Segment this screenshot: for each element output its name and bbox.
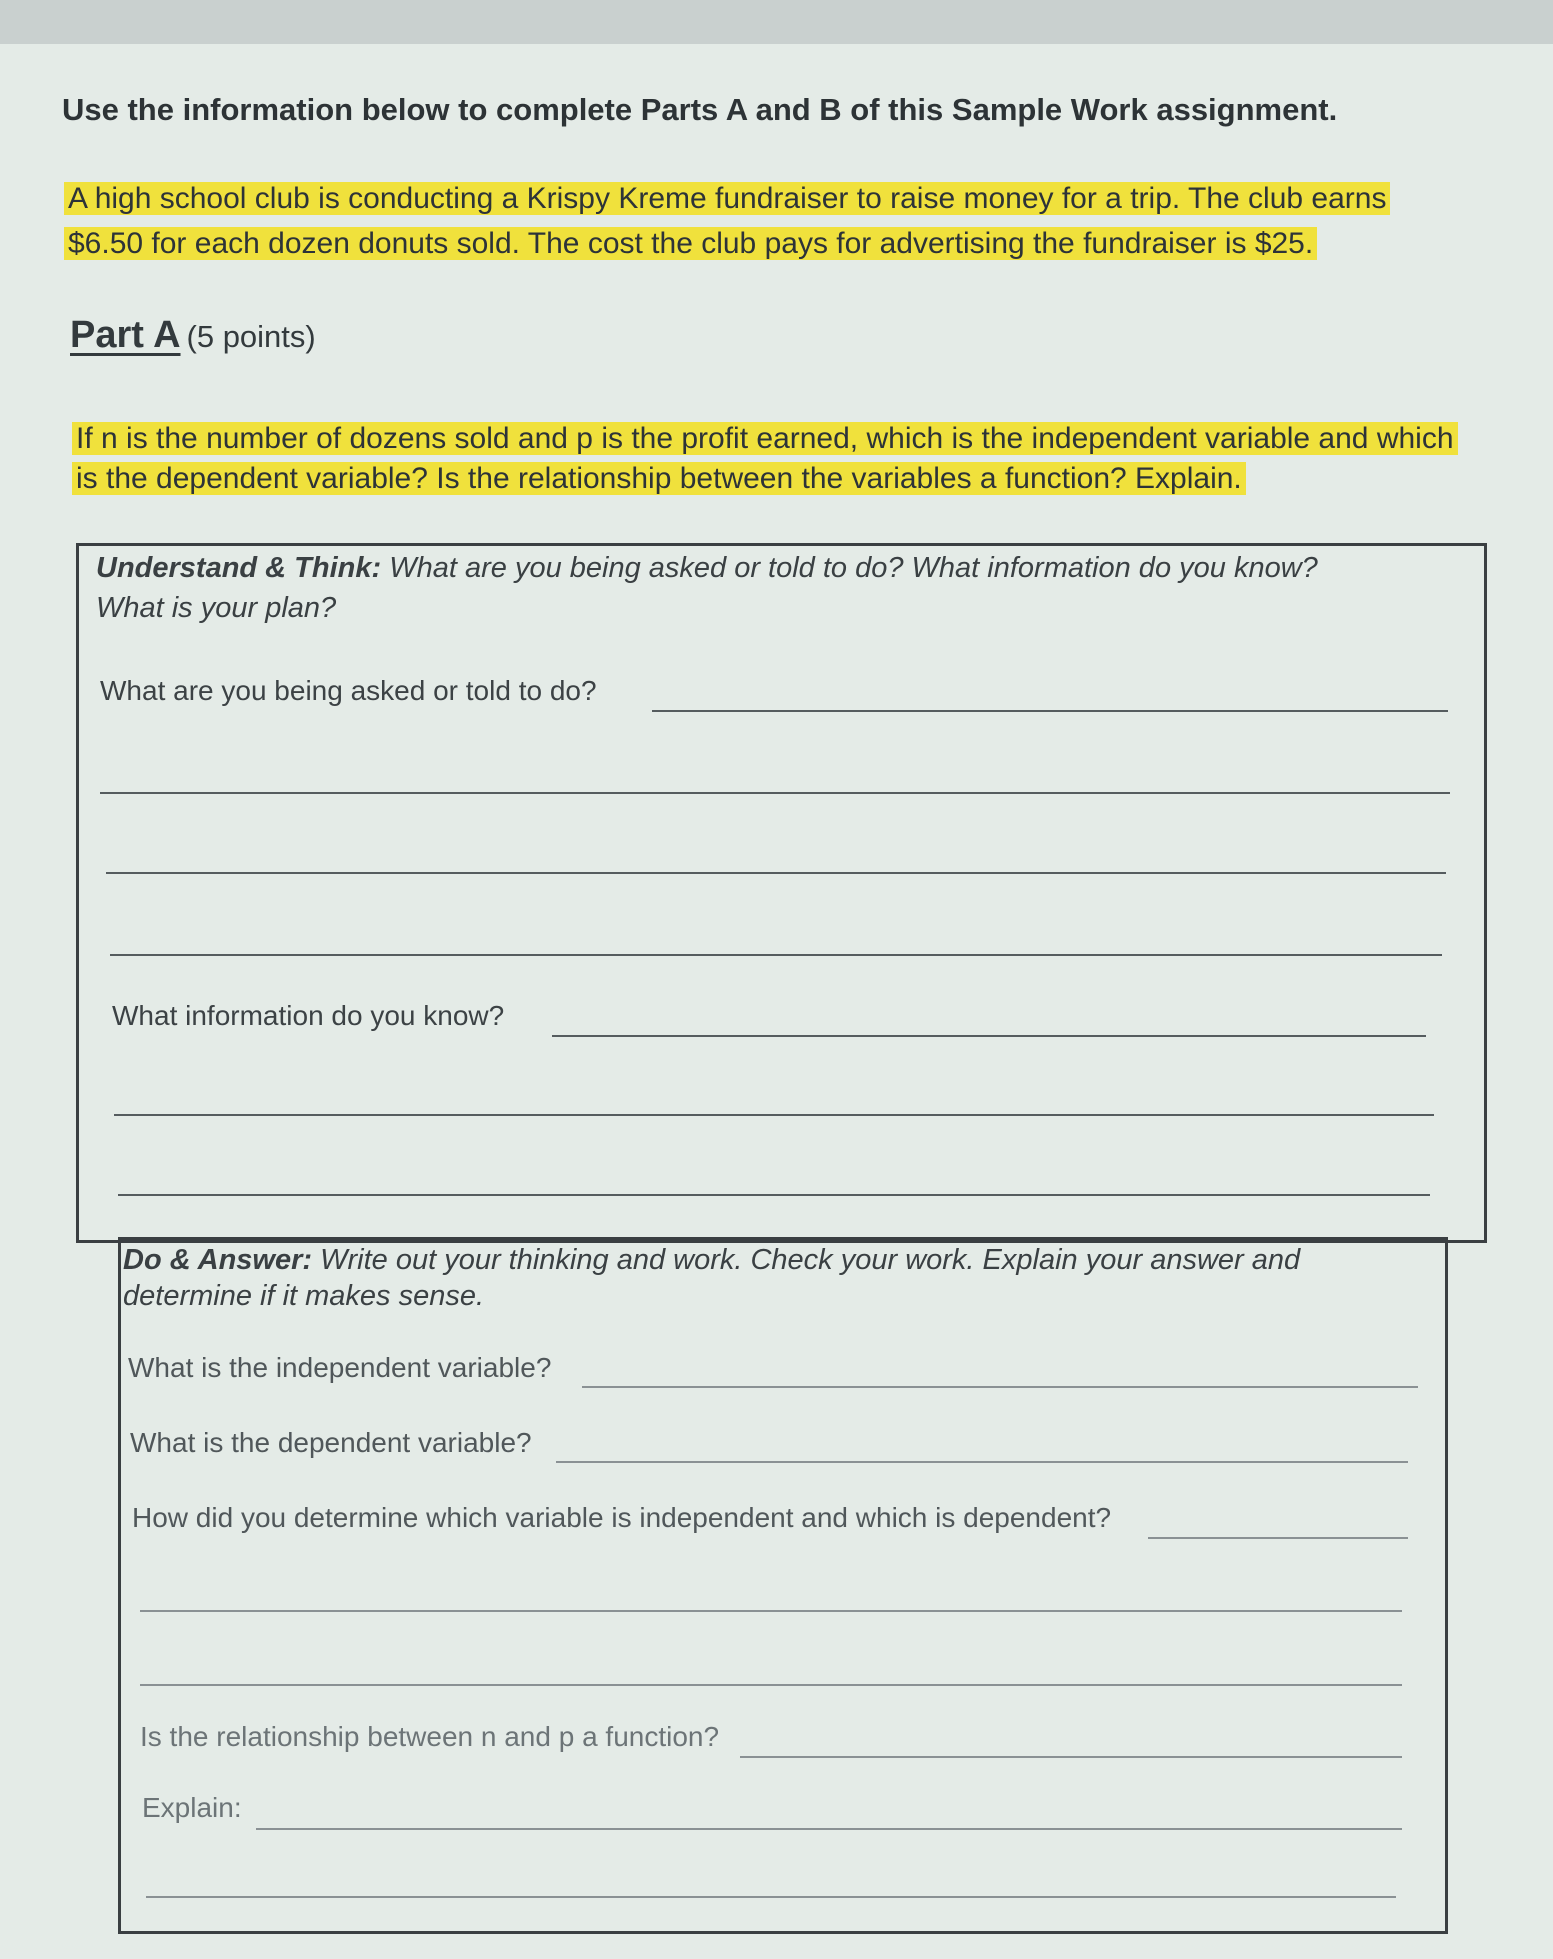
answer-heading-text: Write out your thinking and work. Check your work. Explain your answer and [312, 1244, 1301, 1276]
answer-heading-line-2: determine if it makes sense. [123, 1280, 485, 1312]
answer-line-asked-3[interactable] [106, 872, 1446, 874]
prompt-asked: What are you being asked or told to do? [100, 675, 597, 706]
answer-line-explain[interactable] [256, 1828, 1402, 1830]
part-a-question-line-2 [72, 459, 1246, 499]
scenario-text-line-2 [64, 224, 1317, 264]
scenario-highlight-1: A high school club is conducting a Krispy Kreme fundraiser to raise money for a trip. The club earns [64, 182, 1390, 215]
page-top-edge [0, 0, 1553, 46]
prompt-independent: What is the independent variable? [128, 1352, 552, 1383]
part-a-heading [70, 314, 316, 357]
understand-heading [96, 548, 1318, 588]
prompt-info: What information do you know? [112, 1000, 505, 1031]
answer-line-how-3[interactable] [140, 1684, 1402, 1686]
understand-heading-label: Understand & Think: [96, 552, 382, 584]
understand-heading-line-2: What is your plan? [96, 592, 337, 624]
answer-heading-label: Do & Answer: [123, 1244, 313, 1276]
part-a-question-line-1 [72, 419, 1458, 459]
understand-think-box [76, 543, 1487, 1243]
answer-line-independent[interactable] [582, 1386, 1418, 1388]
answer-line-asked-2[interactable] [100, 792, 1450, 794]
answer-line-how-2[interactable] [140, 1610, 1402, 1612]
answer-line-info-2[interactable] [114, 1114, 1434, 1116]
prompt-function: Is the relationship between n and p a function? [140, 1721, 720, 1752]
prompt-dependent: What is the dependent variable? [130, 1427, 532, 1458]
prompt-how: How did you determine which variable is independent and which is dependent? [132, 1502, 1112, 1533]
answer-line-how[interactable] [1148, 1537, 1408, 1539]
answer-line-function[interactable] [740, 1756, 1402, 1758]
question-highlight-2: is the dependent variable? Is the relationship between the variables a function? Explain. [72, 462, 1246, 495]
part-a-title: Part A [70, 314, 181, 356]
part-a-points: (5 points) [186, 319, 316, 354]
question-highlight-1: If n is the number of dozens sold and p is the profit earned, which is the independent variable and which [72, 422, 1458, 455]
understand-heading-text: What are you being asked or told to do? What information do you know? [381, 552, 1318, 584]
scenario-highlight-2: $6.50 for each dozen donuts sold. The cost the club pays for advertising the fundraiser is $25. [64, 227, 1317, 260]
assignment-instruction: Use the information below to complete Parts A and B of this Sample Work assignment. [62, 92, 1338, 127]
answer-line-asked-4[interactable] [110, 954, 1442, 956]
answer-line-asked[interactable] [652, 710, 1448, 712]
answer-line-info-3[interactable] [118, 1194, 1430, 1196]
answer-line-explain-2[interactable] [146, 1896, 1396, 1898]
answer-line-dependent[interactable] [556, 1461, 1408, 1463]
answer-heading [123, 1240, 1300, 1280]
scenario-text-line-1 [64, 179, 1390, 219]
answer-line-info[interactable] [552, 1035, 1426, 1037]
prompt-explain: Explain: [142, 1792, 242, 1823]
